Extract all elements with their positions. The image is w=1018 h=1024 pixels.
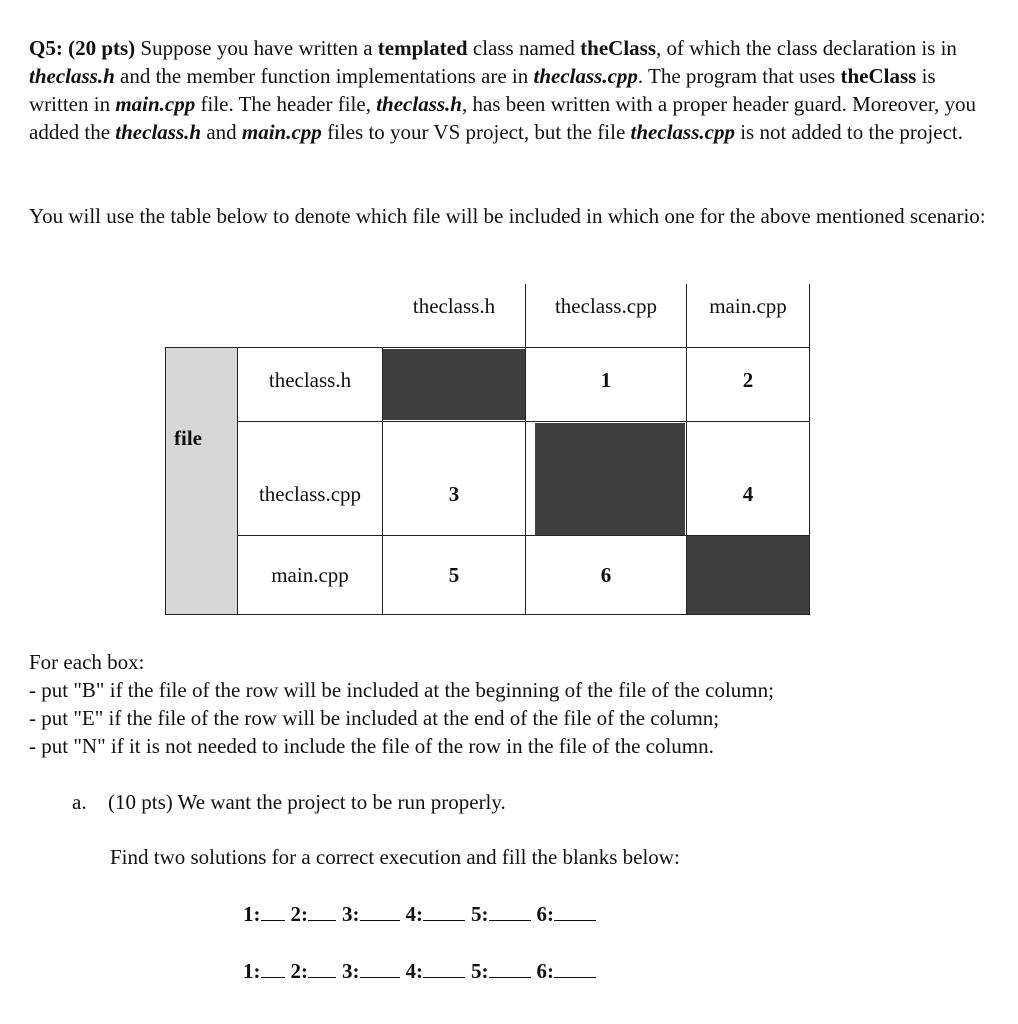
blank-label: 6: bbox=[536, 959, 554, 983]
blank-field[interactable] bbox=[554, 959, 596, 978]
question-text: . The program that uses bbox=[637, 64, 841, 88]
blank-label: 5: bbox=[471, 959, 489, 983]
cell-4[interactable]: 4 bbox=[742, 481, 754, 506]
question-text: files to your VS project, but the file bbox=[321, 120, 631, 144]
cell-diagonal-2 bbox=[535, 423, 685, 535]
question-filename: theclass.h bbox=[29, 64, 115, 88]
question-text: file. The header file, bbox=[195, 92, 377, 116]
rules-block bbox=[29, 648, 989, 760]
grid-line bbox=[238, 421, 810, 422]
question-keyword: theClass bbox=[840, 64, 917, 88]
col-header-main-cpp: main.cpp bbox=[709, 293, 787, 318]
rule-line-e: - put "E" if the file of the row will be included at the end of the file of the column; bbox=[29, 706, 720, 730]
part-a bbox=[72, 788, 506, 816]
grid-line bbox=[382, 347, 383, 615]
grid-line bbox=[238, 535, 810, 536]
question-text: Suppose you have written a bbox=[135, 36, 378, 60]
cell-diagonal-3 bbox=[687, 535, 809, 615]
row-label-main-cpp: main.cpp bbox=[271, 563, 349, 587]
question-text: is not added to the project. bbox=[734, 120, 963, 144]
blank-label: 4: bbox=[405, 902, 423, 926]
blank-label: 4: bbox=[405, 959, 423, 983]
blank-field[interactable] bbox=[261, 959, 285, 978]
blank-field[interactable] bbox=[360, 959, 400, 978]
blank-label: 2: bbox=[290, 959, 308, 983]
grid-line bbox=[165, 347, 166, 615]
grid-line bbox=[525, 284, 526, 615]
blank-field[interactable] bbox=[308, 959, 336, 978]
blank-field[interactable] bbox=[423, 902, 465, 921]
grid-line bbox=[809, 284, 810, 615]
blank-label: 5: bbox=[471, 902, 489, 926]
question-filename: theclass.h bbox=[115, 120, 202, 144]
blank-label: 6: bbox=[536, 902, 554, 926]
cell-6[interactable]: 6 bbox=[600, 563, 612, 587]
question-text: , has been written with a proper header guard. Moreover, you added the bbox=[29, 92, 977, 144]
cell-2[interactable]: 2 bbox=[742, 367, 754, 392]
blank-field[interactable] bbox=[308, 902, 336, 921]
blank-field[interactable] bbox=[360, 902, 400, 921]
question-keyword: theClass bbox=[580, 36, 657, 60]
row-label-theclass-h: theclass.h bbox=[268, 367, 352, 392]
rule-line-n: - put "N" if it is not needed to include the file of the row in the file of the column. bbox=[29, 734, 714, 758]
cell-1[interactable]: 1 bbox=[600, 367, 612, 392]
blank-field[interactable] bbox=[489, 959, 531, 978]
file-side-column bbox=[165, 348, 237, 615]
question-filename: theclass.h bbox=[376, 92, 462, 116]
part-a-text: (10 pts) We want the project to be run properly. bbox=[108, 790, 506, 814]
question-paragraph bbox=[29, 34, 989, 146]
rules-intro: For each box: bbox=[29, 650, 145, 674]
blank-label: 2: bbox=[290, 902, 308, 926]
grid-line bbox=[686, 284, 687, 615]
question-text: class named bbox=[467, 36, 581, 60]
question-filename: main.cpp bbox=[241, 120, 322, 144]
blank-label: 3: bbox=[342, 902, 360, 926]
cell-3[interactable]: 3 bbox=[448, 481, 460, 506]
rule-line-b: - put "B" if the file of the row will be included at the beginning of the file of the column; bbox=[29, 678, 774, 702]
grid-line bbox=[165, 347, 810, 348]
cell-diagonal-1 bbox=[383, 349, 525, 420]
cell-5[interactable]: 5 bbox=[448, 563, 460, 587]
blank-label: 1: bbox=[243, 902, 261, 926]
col-header-theclass-h: theclass.h bbox=[412, 293, 496, 318]
question-filename: theclass.cpp bbox=[630, 120, 735, 144]
solution-2-blanks bbox=[243, 957, 602, 985]
grid-line bbox=[237, 347, 238, 615]
row-label-theclass-cpp: theclass.cpp bbox=[258, 481, 362, 506]
blank-field[interactable] bbox=[261, 902, 285, 921]
question-filename: theclass.cpp bbox=[533, 64, 638, 88]
scenario-paragraph: You will use the table below to denote which file will be included in which one for the above mentioned scenario: bbox=[29, 204, 986, 228]
question-text: and the member function implementations are in bbox=[114, 64, 534, 88]
col-header-theclass-cpp: theclass.cpp bbox=[554, 293, 658, 318]
blank-label: 3: bbox=[342, 959, 360, 983]
side-label: file bbox=[174, 426, 202, 450]
question-text: and bbox=[201, 120, 242, 144]
part-a-instruction: Find two solutions for a correct execution and fill the blanks below: bbox=[110, 845, 680, 869]
question-filename: main.cpp bbox=[115, 92, 196, 116]
question-text: is written in bbox=[29, 64, 936, 116]
blank-field[interactable] bbox=[489, 902, 531, 921]
grid-line bbox=[165, 614, 810, 615]
part-a-label: a. bbox=[72, 790, 87, 814]
solution-1-blanks bbox=[243, 900, 602, 928]
question-keyword: templated bbox=[377, 36, 468, 60]
blank-label: 1: bbox=[243, 959, 261, 983]
blank-field[interactable] bbox=[554, 902, 596, 921]
question-text: , of which the class declaration is in bbox=[656, 36, 957, 60]
question-label: Q5: (20 pts) bbox=[29, 36, 136, 60]
blank-field[interactable] bbox=[423, 959, 465, 978]
